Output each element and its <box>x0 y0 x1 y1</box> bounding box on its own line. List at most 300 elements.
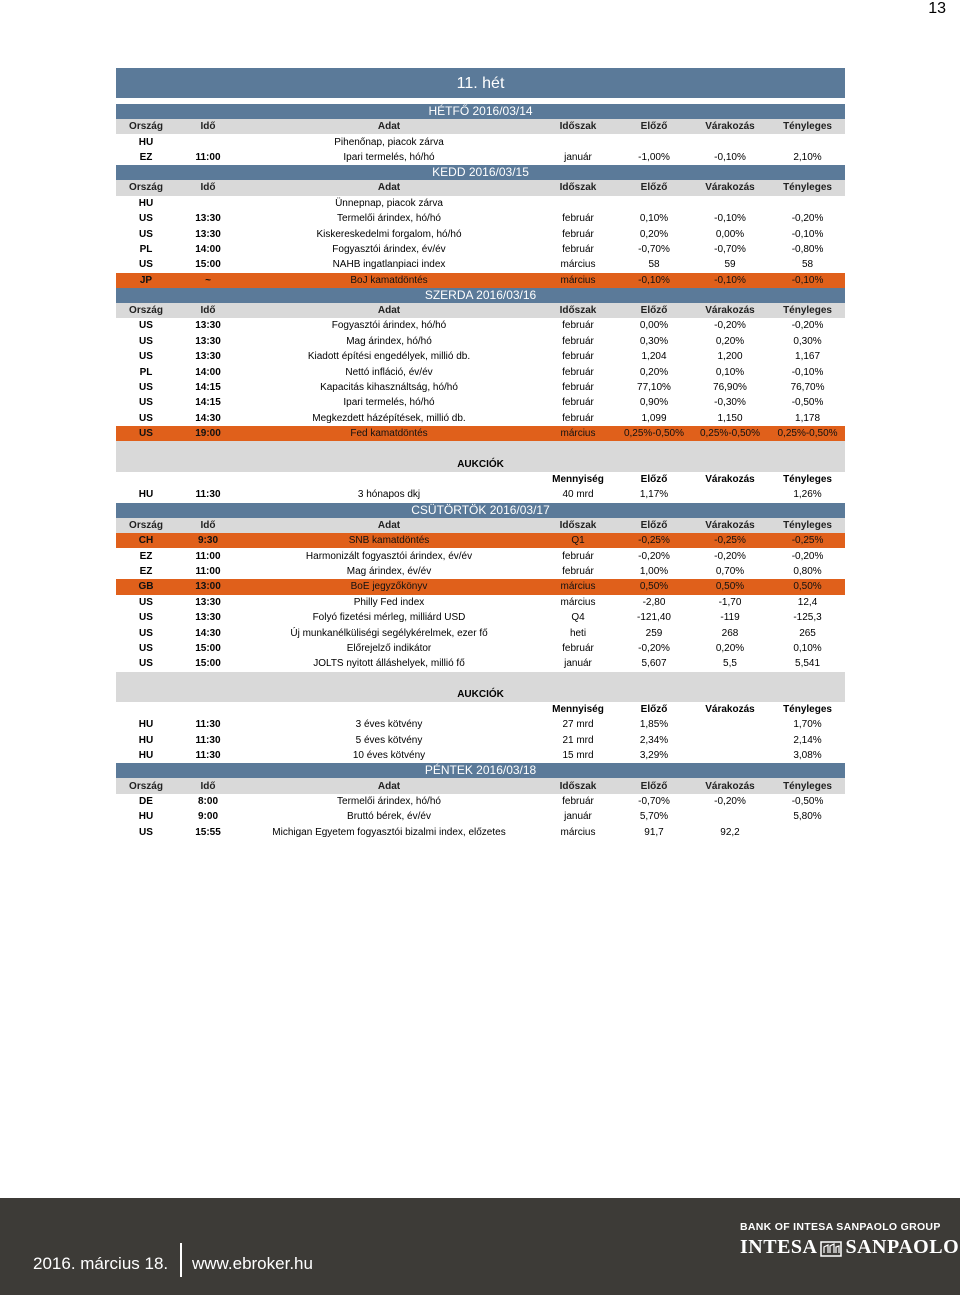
previous-cell: 0,20% <box>618 226 690 241</box>
column-header-row <box>116 303 845 318</box>
indicator-cell: Ipari termelés, hó/hó <box>240 150 538 165</box>
time-cell: 14:15 <box>176 395 240 410</box>
expected-cell: 0,20% <box>690 641 770 656</box>
actual-cell: 58 <box>770 257 845 272</box>
column-header: Várakozás <box>690 303 770 318</box>
expected-cell: 92,2 <box>690 825 770 840</box>
time-cell: 13:30 <box>176 595 240 610</box>
column-header: Idő <box>176 778 240 793</box>
expected-cell: -119 <box>690 610 770 625</box>
period-cell: február <box>538 564 618 579</box>
expected-cell <box>690 196 770 211</box>
country-cell: PL <box>116 364 176 379</box>
period-cell: január <box>538 656 618 671</box>
column-header-row <box>116 119 845 134</box>
previous-cell: 0,50% <box>618 579 690 594</box>
column-header: Időszak <box>538 303 618 318</box>
table-row <box>116 733 845 748</box>
expected-cell: -1,70 <box>690 595 770 610</box>
country-cell: US <box>116 426 176 441</box>
period-cell: február <box>538 242 618 257</box>
period-cell: heti <box>538 625 618 640</box>
column-header: Tényleges <box>770 702 845 717</box>
country-cell: US <box>116 411 176 426</box>
period-cell: Q1 <box>538 533 618 548</box>
country-cell: DE <box>116 794 176 809</box>
actual-cell: -0,20% <box>770 548 845 563</box>
previous-cell: -0,10% <box>618 273 690 288</box>
day-title: PÉNTEK 2016/03/18 <box>116 763 845 778</box>
actual-cell: -0,10% <box>770 273 845 288</box>
week-title: 11. hét <box>116 68 845 98</box>
column-header: Tényleges <box>770 180 845 195</box>
expected-cell: 268 <box>690 625 770 640</box>
indicator-cell: Ipari termelés, hó/hó <box>240 395 538 410</box>
previous-cell: -0,70% <box>618 794 690 809</box>
country-cell: HU <box>116 196 176 211</box>
country-cell: EZ <box>116 564 176 579</box>
indicator-cell: Termelői árindex, hó/hó <box>240 794 538 809</box>
indicator-cell: 3 éves kötvény <box>240 717 538 732</box>
column-header <box>116 702 176 717</box>
actual-cell: 0,30% <box>770 334 845 349</box>
country-cell: US <box>116 625 176 640</box>
actual-cell: 1,70% <box>770 717 845 732</box>
period-cell <box>538 196 618 211</box>
country-cell: US <box>116 257 176 272</box>
period-cell: március <box>538 426 618 441</box>
indicator-cell: Mag árindex, hó/hó <box>240 334 538 349</box>
table-row <box>116 548 845 563</box>
time-cell: 13:30 <box>176 318 240 333</box>
actual-cell <box>770 825 845 840</box>
table-row <box>116 595 845 610</box>
expected-cell: 0,70% <box>690 564 770 579</box>
time-cell: 14:00 <box>176 242 240 257</box>
expected-cell: -0,25% <box>690 533 770 548</box>
previous-cell: 1,204 <box>618 349 690 364</box>
auctions-title-row <box>116 456 845 471</box>
indicator-cell: Mag árindex, év/év <box>240 564 538 579</box>
table-row <box>116 318 845 333</box>
column-header: Idő <box>176 119 240 134</box>
previous-cell: 1,17% <box>618 487 690 502</box>
previous-cell: 259 <box>618 625 690 640</box>
calendar-table-wrapper <box>116 68 845 840</box>
period-cell: február <box>538 211 618 226</box>
period-cell: február <box>538 794 618 809</box>
indicator-cell: SNB kamatdöntés <box>240 533 538 548</box>
previous-cell: 1,099 <box>618 411 690 426</box>
table-row <box>116 334 845 349</box>
column-header: Várakozás <box>690 778 770 793</box>
country-cell: GB <box>116 579 176 594</box>
previous-cell: 0,10% <box>618 211 690 226</box>
expected-cell: 0,00% <box>690 226 770 241</box>
column-header: Adat <box>240 303 538 318</box>
previous-cell: 5,70% <box>618 809 690 824</box>
column-header: Várakozás <box>690 702 770 717</box>
country-cell: HU <box>116 134 176 149</box>
logo-mark-icon <box>820 1240 842 1256</box>
country-cell: EZ <box>116 150 176 165</box>
actual-cell: 12,4 <box>770 595 845 610</box>
indicator-cell: Termelői árindex, hó/hó <box>240 211 538 226</box>
period-cell: március <box>538 595 618 610</box>
period-cell <box>538 134 618 149</box>
time-cell: 19:00 <box>176 426 240 441</box>
time-cell: 8:00 <box>176 794 240 809</box>
actual-cell: -0,20% <box>770 318 845 333</box>
table-row <box>116 794 845 809</box>
highlighted-table-row <box>116 426 845 441</box>
previous-cell: -0,25% <box>618 533 690 548</box>
day-title: HÉTFŐ 2016/03/14 <box>116 104 845 119</box>
column-header <box>176 702 240 717</box>
column-header <box>176 472 240 487</box>
week-title-row <box>116 68 845 98</box>
gap-cell <box>116 441 845 456</box>
time-cell: 9:00 <box>176 809 240 824</box>
column-header: Idő <box>176 180 240 195</box>
table-row <box>116 395 845 410</box>
period-cell: február <box>538 364 618 379</box>
previous-cell: 91,7 <box>618 825 690 840</box>
column-header: Ország <box>116 778 176 793</box>
time-cell: 9:30 <box>176 533 240 548</box>
footer-url[interactable]: www.ebroker.hu <box>192 1254 313 1273</box>
gap-cell <box>116 672 845 687</box>
actual-cell: 0,10% <box>770 641 845 656</box>
highlighted-table-row <box>116 273 845 288</box>
previous-cell <box>618 134 690 149</box>
actual-cell: -0,50% <box>770 395 845 410</box>
indicator-cell: Új munkanélküliségi segélykérelmek, ezer fő <box>240 625 538 640</box>
country-cell: US <box>116 334 176 349</box>
column-header: Előző <box>618 472 690 487</box>
auctions-title: AUKCIÓK <box>116 456 845 471</box>
column-header: Időszak <box>538 518 618 533</box>
column-header: Adat <box>240 518 538 533</box>
time-cell: 11:30 <box>176 487 240 502</box>
period-cell: Q4 <box>538 610 618 625</box>
country-cell: HU <box>116 748 176 763</box>
country-cell: PL <box>116 242 176 257</box>
column-header: Ország <box>116 180 176 195</box>
page-number: 13 <box>928 0 946 17</box>
actual-cell: 1,178 <box>770 411 845 426</box>
time-cell: 14:30 <box>176 411 240 426</box>
previous-cell: 77,10% <box>618 380 690 395</box>
indicator-cell: Kiskereskedelmi forgalom, hó/hó <box>240 226 538 241</box>
day-title: SZERDA 2016/03/16 <box>116 288 845 303</box>
actual-cell: 3,08% <box>770 748 845 763</box>
time-cell: 11:00 <box>176 564 240 579</box>
indicator-cell: BoJ kamatdöntés <box>240 273 538 288</box>
time-cell: 13:30 <box>176 211 240 226</box>
table-row <box>116 610 845 625</box>
column-header: Mennyiség <box>538 702 618 717</box>
expected-cell: 5,5 <box>690 656 770 671</box>
time-cell: 13:00 <box>176 579 240 594</box>
indicator-cell: JOLTS nyitott álláshelyek, millió fő <box>240 656 538 671</box>
column-header-row <box>116 180 845 195</box>
actual-cell: 0,50% <box>770 579 845 594</box>
auction-header-row <box>116 472 845 487</box>
table-row <box>116 150 845 165</box>
previous-cell: -0,20% <box>618 548 690 563</box>
table-row <box>116 196 845 211</box>
indicator-cell: Pihenőnap, piacok zárva <box>240 134 538 149</box>
indicator-cell: Bruttó bérek, év/év <box>240 809 538 824</box>
expected-cell: -0,20% <box>690 318 770 333</box>
column-header: Ország <box>116 303 176 318</box>
country-cell: US <box>116 825 176 840</box>
period-cell: február <box>538 641 618 656</box>
expected-cell <box>690 134 770 149</box>
column-header <box>116 472 176 487</box>
previous-cell: 5,607 <box>618 656 690 671</box>
column-header <box>240 702 538 717</box>
column-header: Előző <box>618 303 690 318</box>
day-title-row <box>116 165 845 180</box>
period-cell: március <box>538 825 618 840</box>
time-cell: 15:00 <box>176 257 240 272</box>
table-row <box>116 641 845 656</box>
time-cell: 11:00 <box>176 548 240 563</box>
logo-right-text: SANPAOLO <box>845 1236 960 1258</box>
auction-header-row <box>116 702 845 717</box>
indicator-cell: Ünnepnap, piacok zárva <box>240 196 538 211</box>
expected-cell <box>690 487 770 502</box>
time-cell: 15:00 <box>176 641 240 656</box>
actual-cell: -0,10% <box>770 364 845 379</box>
period-cell: március <box>538 273 618 288</box>
period-cell: 40 mrd <box>538 487 618 502</box>
indicator-cell: Folyó fizetési mérleg, milliárd USD <box>240 610 538 625</box>
previous-cell: -1,00% <box>618 150 690 165</box>
footer-separator <box>180 1243 182 1277</box>
table-row <box>116 487 845 502</box>
previous-cell: 0,25%-0,50% <box>618 426 690 441</box>
period-cell: február <box>538 226 618 241</box>
highlighted-table-row <box>116 579 845 594</box>
column-header: Tényleges <box>770 119 845 134</box>
period-cell: 27 mrd <box>538 717 618 732</box>
gap-row <box>116 441 845 456</box>
actual-cell: 1,167 <box>770 349 845 364</box>
previous-cell: 0,30% <box>618 334 690 349</box>
indicator-cell: Fogyasztói árindex, év/év <box>240 242 538 257</box>
time-cell: 13:30 <box>176 349 240 364</box>
period-cell: február <box>538 380 618 395</box>
column-header: Tényleges <box>770 518 845 533</box>
expected-cell: 0,25%-0,50% <box>690 426 770 441</box>
indicator-cell: Fogyasztói árindex, hó/hó <box>240 318 538 333</box>
actual-cell <box>770 134 845 149</box>
time-cell: 13:30 <box>176 610 240 625</box>
time-cell: 11:30 <box>176 733 240 748</box>
day-title-row <box>116 503 845 518</box>
intesa-sanpaolo-logo <box>740 1236 959 1259</box>
day-title: CSÜTÖRTÖK 2016/03/17 <box>116 503 845 518</box>
expected-cell <box>690 717 770 732</box>
table-row <box>116 411 845 426</box>
period-cell: február <box>538 548 618 563</box>
previous-cell <box>618 196 690 211</box>
actual-cell: -0,25% <box>770 533 845 548</box>
time-cell <box>176 196 240 211</box>
column-header: Ország <box>116 518 176 533</box>
expected-cell: -0,10% <box>690 211 770 226</box>
column-header: Tényleges <box>770 778 845 793</box>
time-cell: 13:30 <box>176 226 240 241</box>
day-title-row <box>116 288 845 303</box>
actual-cell: 76,70% <box>770 380 845 395</box>
expected-cell <box>690 809 770 824</box>
country-cell: US <box>116 595 176 610</box>
country-cell: US <box>116 656 176 671</box>
column-header: Adat <box>240 180 538 195</box>
expected-cell: -0,30% <box>690 395 770 410</box>
time-cell: 15:00 <box>176 656 240 671</box>
column-header: Idő <box>176 303 240 318</box>
period-cell: február <box>538 395 618 410</box>
period-cell: január <box>538 150 618 165</box>
column-header: Tényleges <box>770 303 845 318</box>
indicator-cell: Kiadott építési engedélyek, millió db. <box>240 349 538 364</box>
period-cell: január <box>538 809 618 824</box>
country-cell: CH <box>116 533 176 548</box>
table-row <box>116 625 845 640</box>
indicator-cell: 10 éves kötvény <box>240 748 538 763</box>
highlighted-table-row <box>116 533 845 548</box>
time-cell: 15:55 <box>176 825 240 840</box>
table-row <box>116 257 845 272</box>
column-header: Várakozás <box>690 472 770 487</box>
column-header: Idő <box>176 518 240 533</box>
indicator-cell: Kapacitás kihasználtság, hó/hó <box>240 380 538 395</box>
previous-cell: 0,00% <box>618 318 690 333</box>
country-cell: US <box>116 395 176 410</box>
expected-cell: -0,10% <box>690 273 770 288</box>
previous-cell: 0,90% <box>618 395 690 410</box>
expected-cell: -0,10% <box>690 150 770 165</box>
time-cell: ~ <box>176 273 240 288</box>
country-cell: HU <box>116 809 176 824</box>
time-cell <box>176 134 240 149</box>
time-cell: 11:30 <box>176 717 240 732</box>
country-cell: US <box>116 641 176 656</box>
table-row <box>116 717 845 732</box>
column-header: Időszak <box>538 778 618 793</box>
previous-cell: -0,20% <box>618 641 690 656</box>
time-cell: 11:30 <box>176 748 240 763</box>
expected-cell: 0,50% <box>690 579 770 594</box>
expected-cell: 1,150 <box>690 411 770 426</box>
period-cell: március <box>538 257 618 272</box>
expected-cell: 0,20% <box>690 334 770 349</box>
previous-cell: 1,00% <box>618 564 690 579</box>
actual-cell: -0,10% <box>770 226 845 241</box>
bank-group-label: BANK OF INTESA SANPAOLO GROUP <box>740 1221 941 1233</box>
previous-cell: -121,40 <box>618 610 690 625</box>
country-cell: US <box>116 610 176 625</box>
table-row <box>116 364 845 379</box>
table-row <box>116 242 845 257</box>
auctions-title-row <box>116 687 845 702</box>
expected-cell: -0,20% <box>690 548 770 563</box>
previous-cell: -2,80 <box>618 595 690 610</box>
time-cell: 14:15 <box>176 380 240 395</box>
actual-cell: 0,25%-0,50% <box>770 426 845 441</box>
previous-cell: -0,70% <box>618 242 690 257</box>
table-row <box>116 748 845 763</box>
column-header-row <box>116 778 845 793</box>
table-row <box>116 226 845 241</box>
table-row <box>116 349 845 364</box>
indicator-cell: Philly Fed index <box>240 595 538 610</box>
column-header: Adat <box>240 119 538 134</box>
column-header: Várakozás <box>690 518 770 533</box>
expected-cell <box>690 733 770 748</box>
column-header: Ország <box>116 119 176 134</box>
actual-cell: 2,10% <box>770 150 845 165</box>
expected-cell: 0,10% <box>690 364 770 379</box>
country-cell: HU <box>116 487 176 502</box>
expected-cell: -0,70% <box>690 242 770 257</box>
indicator-cell: BoE jegyzőkönyv <box>240 579 538 594</box>
actual-cell <box>770 196 845 211</box>
column-header <box>240 472 538 487</box>
previous-cell: 1,85% <box>618 717 690 732</box>
actual-cell: 265 <box>770 625 845 640</box>
column-header: Előző <box>618 702 690 717</box>
time-cell: 11:00 <box>176 150 240 165</box>
economic-calendar-table <box>116 68 845 840</box>
indicator-cell: 3 hónapos dkj <box>240 487 538 502</box>
expected-cell: 59 <box>690 257 770 272</box>
period-cell: február <box>538 334 618 349</box>
column-header-row <box>116 518 845 533</box>
country-cell: EZ <box>116 548 176 563</box>
period-cell: március <box>538 579 618 594</box>
indicator-cell: NAHB ingatlanpiaci index <box>240 257 538 272</box>
column-header: Várakozás <box>690 180 770 195</box>
actual-cell: 5,541 <box>770 656 845 671</box>
table-row <box>116 211 845 226</box>
day-title-row <box>116 763 845 778</box>
actual-cell: -125,3 <box>770 610 845 625</box>
day-title-row <box>116 104 845 119</box>
table-row <box>116 656 845 671</box>
indicator-cell: Fed kamatdöntés <box>240 426 538 441</box>
country-cell: JP <box>116 273 176 288</box>
actual-cell: 5,80% <box>770 809 845 824</box>
footer-date: 2016. március 18. <box>33 1254 169 1273</box>
period-cell: 21 mrd <box>538 733 618 748</box>
time-cell: 13:30 <box>176 334 240 349</box>
column-header: Előző <box>618 180 690 195</box>
table-row <box>116 825 845 840</box>
column-header: Várakozás <box>690 119 770 134</box>
actual-cell: 0,80% <box>770 564 845 579</box>
actual-cell: -0,20% <box>770 211 845 226</box>
auctions-title: AUKCIÓK <box>116 687 845 702</box>
logo-left-text: INTESA <box>740 1236 818 1258</box>
column-header: Időszak <box>538 119 618 134</box>
country-cell: US <box>116 226 176 241</box>
